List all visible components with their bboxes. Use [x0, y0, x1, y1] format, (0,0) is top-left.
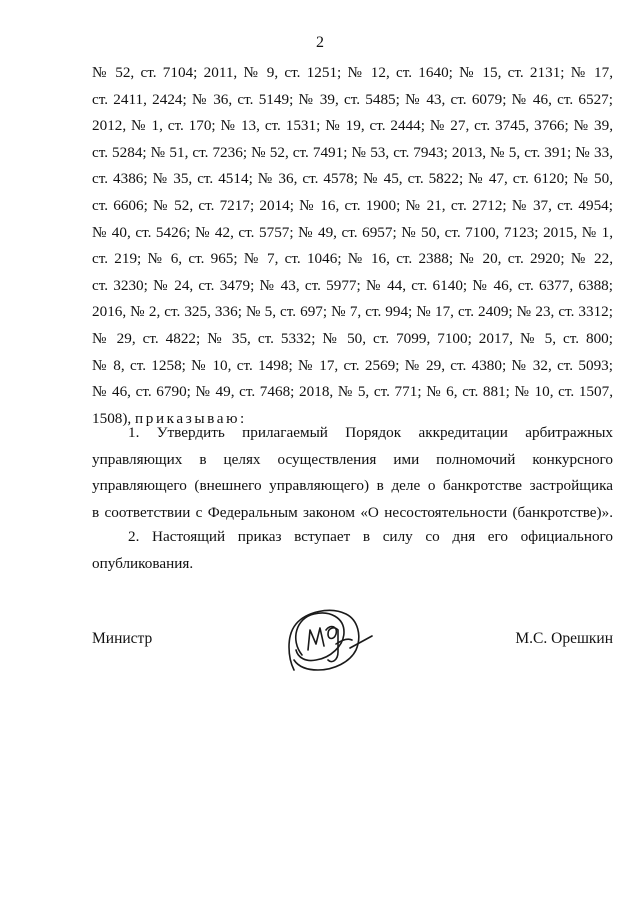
reference-line: № 46, ст. 6790; № 49, ст. 7468; 2018, № 5, ст. 771; № 6, ст. 881; № 10, ст. 1507, [92, 383, 613, 401]
reference-line: ст. 2411, 2424; № 36, ст. 5149; № 39, ст. 5485; № 43, ст. 6079; № 46, ст. 6527; [92, 90, 613, 108]
reference-line: ст. 219; № 6, ст. 965; № 7, ст. 1046; № 16, ст. 2388; № 20, ст. 2920; № 22, [92, 250, 613, 268]
paragraph-line: 2. Настоящий приказ вступает в силу со дня его официального [128, 528, 613, 545]
reference-line: № 40, ст. 5426; № 42, ст. 5757; № 49, ст. 6957; № 50, ст. 7100, 7123; 2015, № 1, [92, 223, 613, 241]
reference-line: ст. 6606; № 52, ст. 7217; 2014; № 16, ст. 1900; № 21, ст. 2712; № 37, ст. 4954; [92, 196, 613, 214]
page-number: 2 [316, 34, 324, 51]
paragraph-entry-into-force [92, 524, 613, 577]
signature-block [0, 600, 640, 700]
paragraph-line: в соответствии с Федеральным законом «О несостоятельности (банкротстве)». [92, 503, 613, 521]
reference-line: № 8, ст. 1258; № 10, ст. 1498; № 17, ст. 2569; № 29, ст. 4380; № 32, ст. 5093; [92, 356, 613, 374]
reference-line: № 52, ст. 7104; 2011, № 9, ст. 1251; № 12, ст. 1640; № 15, ст. 2131; № 17, [92, 64, 613, 81]
signer-name: М.С. Орешкин [515, 630, 613, 647]
paragraph-line: управляющего (внешнего управляющего) в деле о банкротстве застройщика [92, 477, 613, 495]
signer-position: Министр [92, 630, 153, 647]
reference-line: № 29, ст. 4822; № 35, ст. 5332; № 50, ст. 7099, 7100; 2017, № 5, ст. 800; [92, 329, 613, 347]
paragraph-line: управляющих в целях осуществления ими полномочий конкурсного [92, 450, 613, 468]
paragraph-line: 1. Утвердить прилагаемый Порядок аккредитации арбитражных [128, 424, 613, 441]
reference-last-prefix: 1508), [92, 409, 132, 427]
reference-line: 2012, № 1, ст. 170; № 13, ст. 1531; № 19, ст. 2444; № 27, ст. 3745, 3766; № 39, [92, 117, 613, 135]
handwritten-signature [272, 600, 382, 690]
paragraph-approve-procedure [92, 420, 613, 526]
order-word: приказываю: [135, 409, 247, 427]
legal-references [92, 60, 613, 432]
reference-line: ст. 5284; № 51, ст. 7236; № 52, ст. 7491; № 53, ст. 7943; 2013, № 5, ст. 391; № 33, [92, 143, 613, 161]
paragraph-line: опубликования. [92, 554, 194, 572]
reference-line: 2016, № 2, ст. 325, 336; № 5, ст. 697; № 7, ст. 994; № 17, ст. 2409; № 23, ст. 3312; [92, 303, 613, 321]
reference-line: ст. 3230; № 24, ст. 3479; № 43, ст. 5977; № 44, ст. 6140; № 46, ст. 6377, 6388; [92, 276, 613, 294]
reference-line: ст. 4386; № 35, ст. 4514; № 36, ст. 4578; № 45, ст. 5822; № 47, ст. 6120; № 50, [92, 170, 613, 188]
